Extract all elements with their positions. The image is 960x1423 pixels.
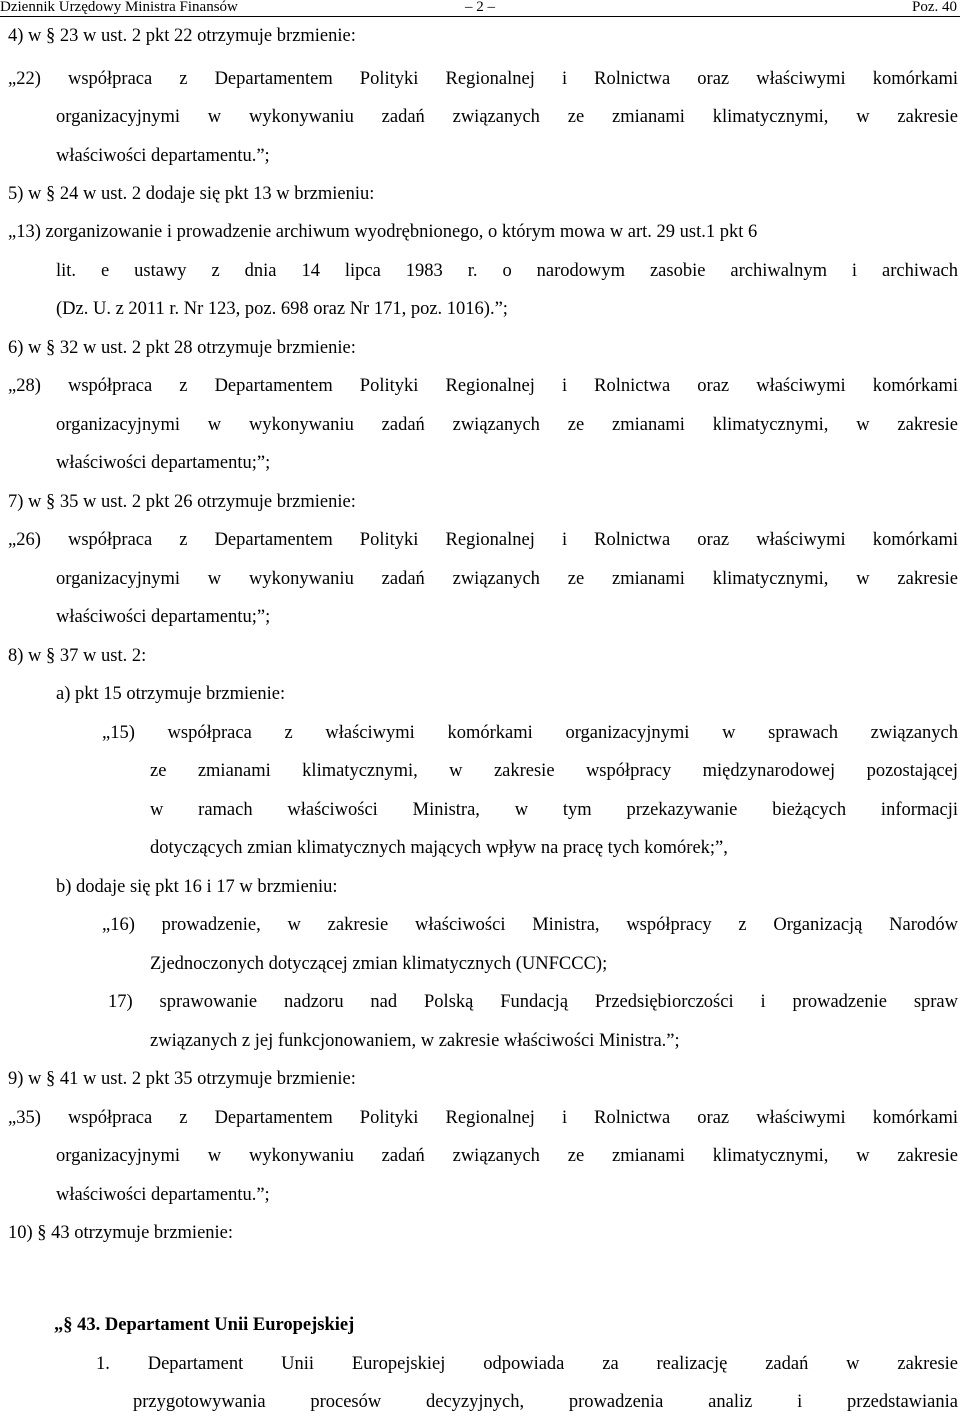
item-9-intro: 9) w § 41 w ust. 2 pkt 35 otrzymuje brzmienie:	[8, 1069, 356, 1089]
item-5-quote-line: „13) zorganizowanie i prowadzenie archiwum wyodrębnionego, o którym mowa w art. 29 ust.1 pkt 6	[8, 222, 758, 242]
section-paragraph-line: 1. Departament Unii Europejskiej odpowiada za realizację zadań w zakresie	[96, 1354, 958, 1374]
item-7-intro: 7) w § 35 w ust. 2 pkt 26 otrzymuje brzmienie:	[8, 492, 356, 512]
item-9-quote-line: organizacyjnymi w wykonywaniu zadań związanych ze zmianami klimatycznymi, w zakresie	[56, 1146, 958, 1166]
item-5-quote-line: (Dz. U. z 2011 r. Nr 123, poz. 698 oraz Nr 171, poz. 1016).”;	[56, 299, 508, 319]
item-9-quote-line: „35) współpraca z Departamentem Polityki Regionalnej i Rolnictwa oraz właściwymi komórkami	[8, 1108, 958, 1128]
section-paragraph-line: przygotowywania procesów decyzyjnych, prowadzenia analiz i przedstawiania	[133, 1392, 958, 1412]
item-4-quote-line: właściwości departamentu.”;	[56, 146, 270, 166]
item-8b-quote-line: „16) prowadzenie, w zakresie właściwości Ministra, współpracy z Organizacją Narodów	[102, 915, 958, 935]
page-header	[0, 0, 960, 18]
item-4-intro: 4) w § 23 w ust. 2 pkt 22 otrzymuje brzmienie:	[8, 26, 356, 46]
item-8b-quote-line: 17) sprawowanie nadzoru nad Polską Fundacją Przedsiębiorczości i prowadzenie spraw	[108, 992, 958, 1012]
item-10-intro: 10) § 43 otrzymuje brzmienie:	[8, 1223, 234, 1243]
item-8a-quote-line: ze zmianami klimatycznymi, w zakresie współpracy międzynarodowej pozostającej	[150, 761, 958, 781]
item-8a-quote-line: „15) współpraca z właściwymi komórkami organizacyjnymi w sprawach związanych	[102, 723, 958, 743]
item-8a-intro: a) pkt 15 otrzymuje brzmienie:	[56, 684, 286, 704]
item-5-quote-line: lit. e ustawy z dnia 14 lipca 1983 r. o narodowym zasobie archiwalnym i archiwach	[56, 261, 958, 281]
item-8b-quote-line: Zjednoczonych dotyczącej zmian klimatycznych (UNFCCC);	[150, 954, 608, 974]
item-5-intro: 5) w § 24 w ust. 2 dodaje się pkt 13 w brzmieniu:	[8, 184, 375, 204]
section-title: „§ 43. Departament Unii Europejskiej	[54, 1315, 355, 1335]
item-6-quote-line: organizacyjnymi w wykonywaniu zadań związanych ze zmianami klimatycznymi, w zakresie	[56, 415, 958, 435]
item-6-quote-line: właściwości departamentu;”;	[56, 453, 271, 473]
item-8b-intro: b) dodaje się pkt 16 i 17 w brzmieniu:	[56, 877, 338, 897]
item-4-quote-line: „22) współpraca z Departamentem Polityki Regionalnej i Rolnictwa oraz właściwymi komórkami	[8, 69, 958, 89]
page-number: – 2 –	[465, 0, 495, 15]
item-6-quote-line: „28) współpraca z Departamentem Polityki Regionalnej i Rolnictwa oraz właściwymi komórkami	[8, 376, 958, 396]
item-7-quote-line: właściwości departamentu;”;	[56, 607, 271, 627]
item-6-intro: 6) w § 32 w ust. 2 pkt 28 otrzymuje brzmienie:	[8, 338, 356, 358]
item-9-quote-line: właściwości departamentu.”;	[56, 1185, 270, 1205]
journal-title: Dziennik Urzędowy Ministra Finansów	[0, 0, 238, 15]
item-8b-quote-line: związanych z jej funkcjonowaniem, w zakresie właściwości Ministra.”;	[150, 1031, 680, 1051]
item-4-quote-line: organizacyjnymi w wykonywaniu zadań związanych ze zmianami klimatycznymi, w zakresie	[56, 107, 958, 127]
header-rule	[0, 16, 960, 17]
item-7-quote-line: „26) współpraca z Departamentem Polityki Regionalnej i Rolnictwa oraz właściwymi komórkami	[8, 530, 958, 550]
item-8a-quote-line: dotyczących zmian klimatycznych mających wpływ na pracę tych komórek;”,	[150, 838, 728, 858]
item-8-intro: 8) w § 37 w ust. 2:	[8, 646, 147, 666]
item-8a-quote-line: w ramach właściwości Ministra, w tym przekazywanie bieżących informacji	[150, 800, 958, 820]
item-7-quote-line: organizacyjnymi w wykonywaniu zadań związanych ze zmianami klimatycznymi, w zakresie	[56, 569, 958, 589]
position-number: Poz. 40	[912, 0, 957, 15]
